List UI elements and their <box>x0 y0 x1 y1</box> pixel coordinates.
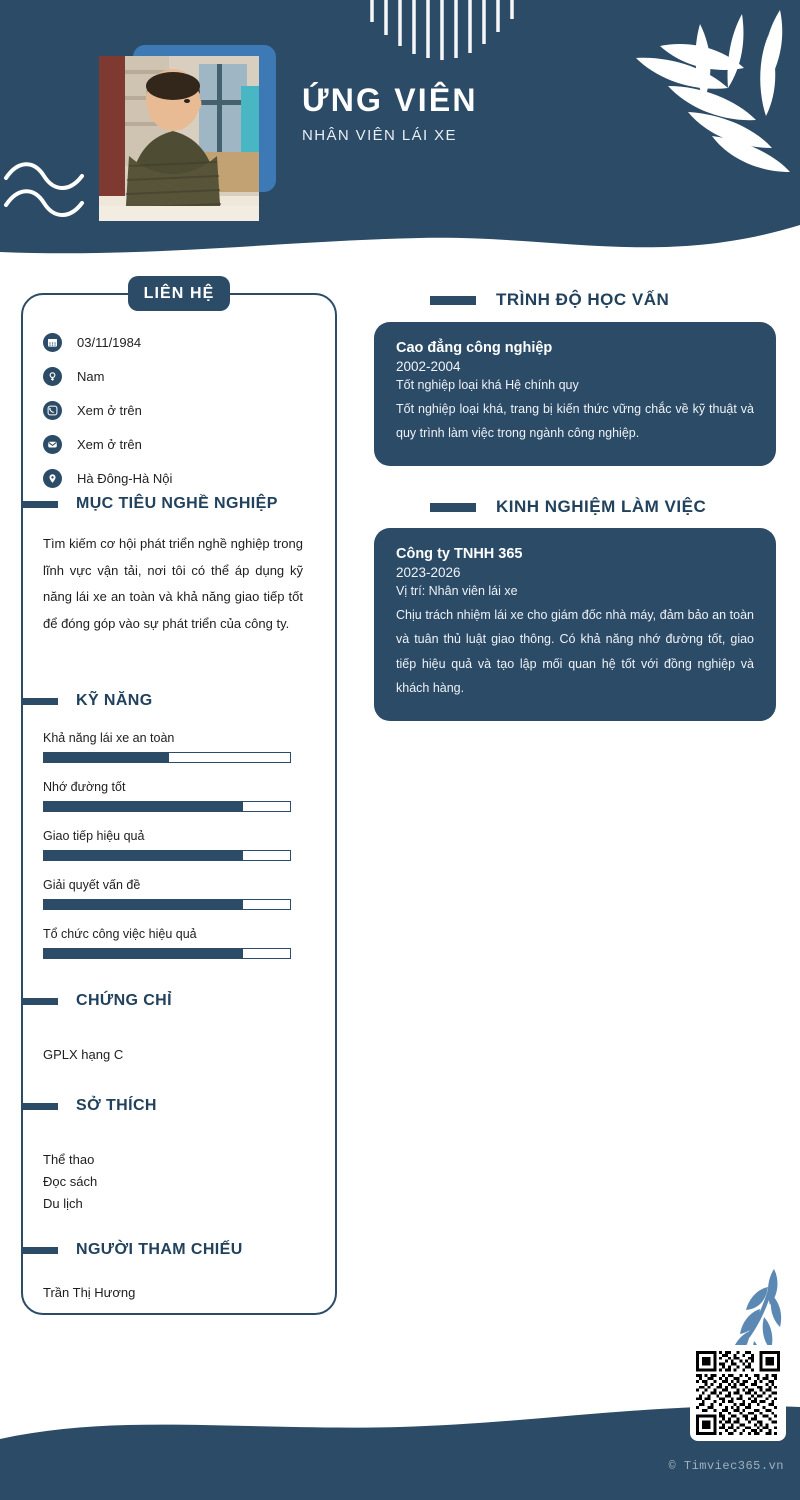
experience-position: Vị trí: Nhân viên lái xe <box>396 584 518 598</box>
section-heading-certificates <box>21 992 337 1010</box>
heading-dash <box>21 698 58 705</box>
skill-bar-fill <box>44 753 169 762</box>
contact-item-gender <box>43 361 313 391</box>
education-grade: Tốt nghiệp loại khá Hệ chính quy <box>396 378 579 392</box>
certificates-list <box>43 1047 123 1069</box>
skill-bar-fill <box>44 802 243 811</box>
heading-dash <box>430 503 476 512</box>
skill-bar-track <box>43 801 291 812</box>
section-heading-experience <box>430 497 706 517</box>
section-title: MỤC TIÊU NGHỀ NGHIỆP <box>76 495 278 512</box>
contact-item-phone <box>43 395 313 425</box>
footer-wave-decoration <box>0 1365 800 1500</box>
education-description: Tốt nghiệp loại khá, trang bị kiến thức vững chắc về kỹ thuật và quy trình làm việc trong ngành công nghiệp. <box>396 402 754 441</box>
education-card <box>374 322 776 466</box>
skill-item <box>43 731 291 763</box>
experience-company: Công ty TNHH 365 <box>396 546 523 562</box>
heading-dash <box>21 501 58 508</box>
skill-bar-fill <box>44 851 243 860</box>
contact-value: Xem ở trên <box>77 402 142 418</box>
brand-watermark: © Timviec365.vn <box>668 1459 784 1473</box>
contact-list <box>43 327 313 497</box>
section-title: SỞ THÍCH <box>76 1097 157 1114</box>
heading-dash <box>21 1247 58 1254</box>
qr-code[interactable] <box>690 1345 786 1441</box>
section-title: KINH NGHIỆM LÀM VIỆC <box>496 497 707 516</box>
skill-bar-track <box>43 752 291 763</box>
email-icon <box>43 435 62 454</box>
education-years: 2002-2004 <box>396 359 461 374</box>
skill-label: Khả năng lái xe an toàn <box>43 731 175 745</box>
section-heading-hobbies <box>21 1097 337 1115</box>
skill-bar-fill <box>44 900 243 909</box>
heading-dash <box>21 998 58 1005</box>
section-title: NGƯỜI THAM CHIẾU <box>76 1241 243 1258</box>
skill-item <box>43 780 291 812</box>
section-title: CHỨNG CHỈ <box>76 992 172 1009</box>
references-list <box>43 1285 135 1307</box>
contact-value: Hà Đông-Hà Nội <box>77 470 173 486</box>
contact-value: 03/11/1984 <box>77 334 142 350</box>
contact-value: Nam <box>77 368 105 384</box>
skill-item <box>43 927 291 959</box>
location-icon <box>43 469 62 488</box>
contact-item-email <box>43 429 313 459</box>
contact-heading-pill: LIÊN HỆ <box>128 276 230 311</box>
gender-icon <box>43 367 62 386</box>
section-heading-objective <box>21 495 337 513</box>
list-item: GPLX hạng C <box>43 1047 124 1062</box>
skill-label: Tổ chức công việc hiệu quả <box>43 927 197 941</box>
education-school: Cao đẳng công nghiệp <box>396 340 553 356</box>
section-title: KỸ NĂNG <box>76 692 153 709</box>
experience-description: Chịu trách nhiệm lái xe cho giám đốc nhà máy, đảm bảo an toàn và tuân thủ luật giao thông. Có khả năng nhớ đường tốt, giao tiếp hiệu quả và tạo lập mối quan hệ tốt với đồng nghiệp và khách hàng. <box>396 608 754 696</box>
section-heading-education <box>430 290 669 310</box>
header-text-block <box>302 84 478 144</box>
section-heading-skills <box>21 692 337 710</box>
skill-item <box>43 829 291 861</box>
section-title: TRÌNH ĐỘ HỌC VẤN <box>496 290 670 309</box>
contact-item-location <box>43 463 313 493</box>
skills-list <box>43 731 291 976</box>
skill-bar-track <box>43 850 291 861</box>
heading-dash <box>21 1103 58 1110</box>
experience-card <box>374 528 776 721</box>
section-heading-references <box>21 1241 337 1259</box>
candidate-photo <box>99 56 259 221</box>
list-item: Du lịch <box>43 1196 83 1211</box>
heading-dash <box>430 296 476 305</box>
contact-item-birthdate <box>43 327 313 357</box>
phone-icon <box>43 401 62 420</box>
candidate-role: NHÂN VIÊN LÁI XE <box>302 126 457 144</box>
experience-years: 2023-2026 <box>396 565 461 580</box>
skill-bar-fill <box>44 949 243 958</box>
list-item: Trần Thị Hương <box>43 1285 136 1300</box>
calendar-icon <box>43 333 62 352</box>
header-banner <box>0 0 800 275</box>
candidate-name: ỨNG VIÊN <box>302 82 478 118</box>
skill-label: Giao tiếp hiệu quả <box>43 829 145 843</box>
contact-value: Xem ở trên <box>77 436 142 452</box>
list-item: Đọc sách <box>43 1174 98 1189</box>
objective-text: Tìm kiếm cơ hội phát triển nghề nghiệp trong lĩnh vực vận tải, nơi tôi có thể áp dụng kỹ năng lái xe an toàn và khả năng giao tiếp tốt để đóng góp vào sự phát triển của công ty. <box>43 536 303 631</box>
skill-label: Giải quyết vấn đề <box>43 878 141 892</box>
skill-bar-track <box>43 899 291 910</box>
skill-label: Nhớ đường tốt <box>43 780 126 794</box>
hobbies-list <box>43 1152 97 1218</box>
skill-bar-track <box>43 948 291 959</box>
skill-item <box>43 878 291 910</box>
list-item: Thể thao <box>43 1152 95 1167</box>
